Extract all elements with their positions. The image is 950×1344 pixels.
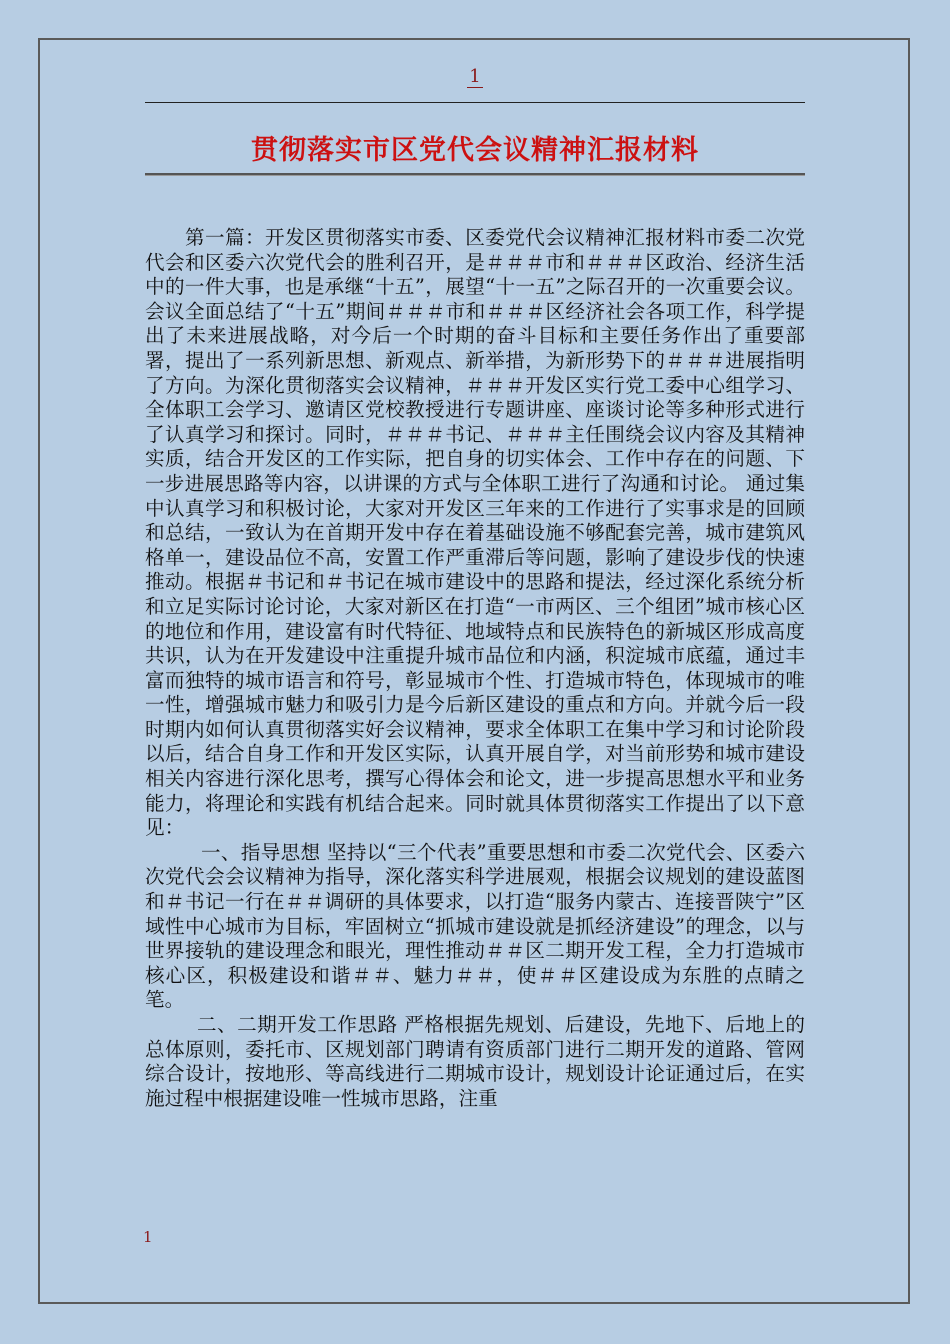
document-body <box>145 226 805 1198</box>
paragraph-1: 第一篇：开发区贯彻落实市委、区委党代会议精神汇报材料市委二次党代会和区委六次党代会的胜利召开，是＃＃＃市和＃＃＃区政治、经济生活中的一件大事，也是承继“十五”，展望“十一五”之际召开的一次重要会议。会议全面总结了“十五”期间＃＃＃市和＃＃＃区经济社会各项工作，科学提出了未来进展战略，对今后一个时期的奋斗目标和主要任务作出了重要部署，提出了一系列新思想、新观点、新举措，为新形势下的＃＃＃进展指明了方向。为深化贯彻落实会议精神，＃＃＃开发区实行党工委中心组学习、全体职工会学习、邀请区党校教授进行专题讲座、座谈讨论等多种形式进行了认真学习和探讨。同时，＃＃＃书记、＃＃＃主任围绕会议内容及其精神实质，结合开发区的工作实际，把自身的切实体会、工作中存在的问题、下一步进展思路等内容，以讲课的方式与全体职工进行了沟通和讨论。 通过集中认真学习和积极讨论，大家对开发区三年来的工作进行了实事求是的回顾和总结，一致认为在首期开发中存在着基础设施不够配套完善，城市建筑风格单一，建设品位不高，安置工作严重滞后等问题，影响了建设步伐的快速推动。根据＃书记和＃书记在城市建设中的思路和提法，经过深化系统分析和立足实际讨论讨论，大家对新区在打造“一市两区、三个组团”城市核心区的地位和作用，建设富有时代特征、地域特点和民族特色的新城区形成高度共识，认为在开发建设中注重提升城市品位和内涵，积淀城市底蕴，通过丰富而独特的城市语言和符号，彰显城市个性、打造城市特色，体现城市的唯一性，增强城市魅力和吸引力是今后新区建设的重点和方向。并就今后一段时期内如何认真贯彻落实好会议精神，要求全体职工在集中学习和讨论阶段以后，结合自身工作和开发区实际，认真开展自学，对当前形势和城市建设相关内容进行深化思考，撰写心得体会和论文，进一步提高思想水平和业务能力，将理论和实践有机结合起来。同时就具体贯彻落实工作提出了以下意见： <box>145 226 805 840</box>
paragraph-2: 一、指导思想 坚持以“三个代表”重要思想和市委二次党代会、区委六次党代会会议精神为指导，深化落实科学进展观，根据会议规划的建设蓝图和＃书记一行在＃＃调研的具体要求，以打造“服务内蒙古、连接晋陕宁”区域性中心城市为目标，牢固树立“抓城市建设就是抓经济建设”的理念，以与世界接轨的建设理念和眼光，理性推动＃＃区二期开发工程，全力打造城市核心区，积极建设和谐＃＃、魅力＃＃，使＃＃区建设成为东胜的点睛之笔。 <box>145 840 805 1012</box>
body-text <box>145 226 805 1111</box>
header-divider <box>145 102 805 103</box>
document-title: 贯彻落实市区党代会议精神汇报材料 <box>251 135 699 166</box>
header-page-number: 1 <box>469 66 481 87</box>
title-divider <box>145 173 805 175</box>
footer-page-number: 1 <box>143 1228 153 1246</box>
paragraph-3: 二、二期开发工作思路 严格根据先规划、后建设，先地下、后地上的总体原则，委托市、区规划部门聘请有资质部门进行二期开发的道路、管网综合设计，按地形、等高线进行二期城市设计，规划设计论证通过后，在实施过程中根据建设唯一性城市思路，注重 <box>145 1013 805 1110</box>
